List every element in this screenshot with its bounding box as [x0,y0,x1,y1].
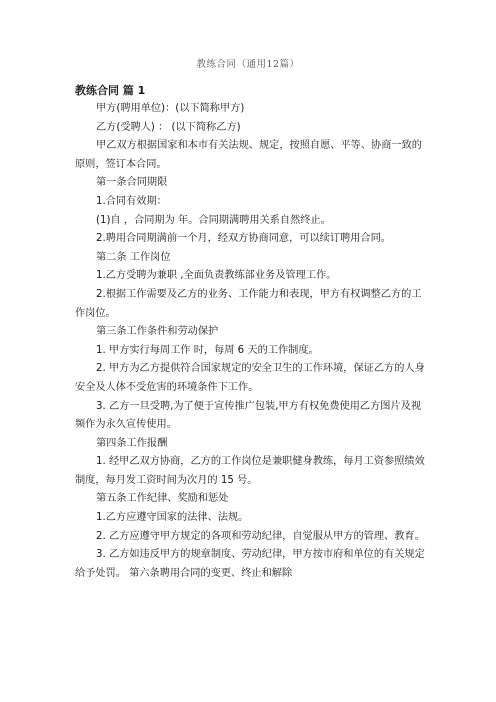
paragraph: 甲乙双方根据国家和本市有关法规、规定，按照自愿、平等、协商一致的原则，签订本合同。 [75,140,422,170]
paragraph: 1. 经甲乙双方协商，乙方的工作岗位是兼职健身教练，每月工资参照绩效制度，每月发工资时间为次月的 15 号。 [75,456,425,486]
paragraph: 1.乙方受聘为兼职 ,全面负责教练部业务及管理工作。 [96,270,337,282]
paragraph: 第二条 工作岗位 [96,251,171,263]
paragraph: 2. 甲方为乙方提供符合国家规定的安全卫生的工作环境，保证乙方的人身安全及人体不受危害的环境条件下工作。 [75,363,425,393]
paragraph: 2.聘用合同期满前一个月，经双方协商同意，可以续订聘用合同。 [96,233,391,245]
paragraph: 2. 乙方应遵守甲方规定的各项和劳动纪律，自觉服从甲方的管理、教育。 [96,530,425,542]
paragraph: 1. 甲方实行每周工作 时，每周 6 天的工作制度。 [96,344,319,356]
paragraph: 第三条工作条件和劳动保护 [96,326,219,338]
document-title: 教练合同（通用12篇） [196,59,300,70]
paragraph: 第五条工作纪律、奖励和惩处 [96,493,229,505]
paragraph: 甲方(聘用单位)：(以下简称甲方) [96,103,245,114]
paragraph: 2.根据工作需要及乙方的业务、工作能力和表现，甲方有权调整乙方的工作岗位。 [75,288,422,319]
paragraph: 3. 乙方如违反甲方的规章制度、劳动纪律，甲方按市府和单位的有关规定给予处罚。 第六条聘用合同的变更、终止和解除 [75,549,425,579]
paragraph: (1)自 ，合同期为 年。合同期满聘用关系自然终止。 [96,214,331,226]
paragraph: 3. 乙方一旦受聘,为了便于宣传推广包装,甲方有权免费使用乙方图片及视频作为永久宣传使用。 [75,400,422,431]
document-body [75,82,430,583]
paragraph: 1.合同有效期： [96,195,167,207]
paragraph: 第一条合同期限 [96,177,168,189]
paragraph: 第四条工作报酬 [96,437,168,449]
section-heading: 教练合同 篇 1 [75,84,146,97]
paragraph: 1.乙方应遵守国家的法律、法规。 [96,512,249,524]
paragraph: 乙方(受聘人) ： (以下简称乙方) [96,121,241,133]
